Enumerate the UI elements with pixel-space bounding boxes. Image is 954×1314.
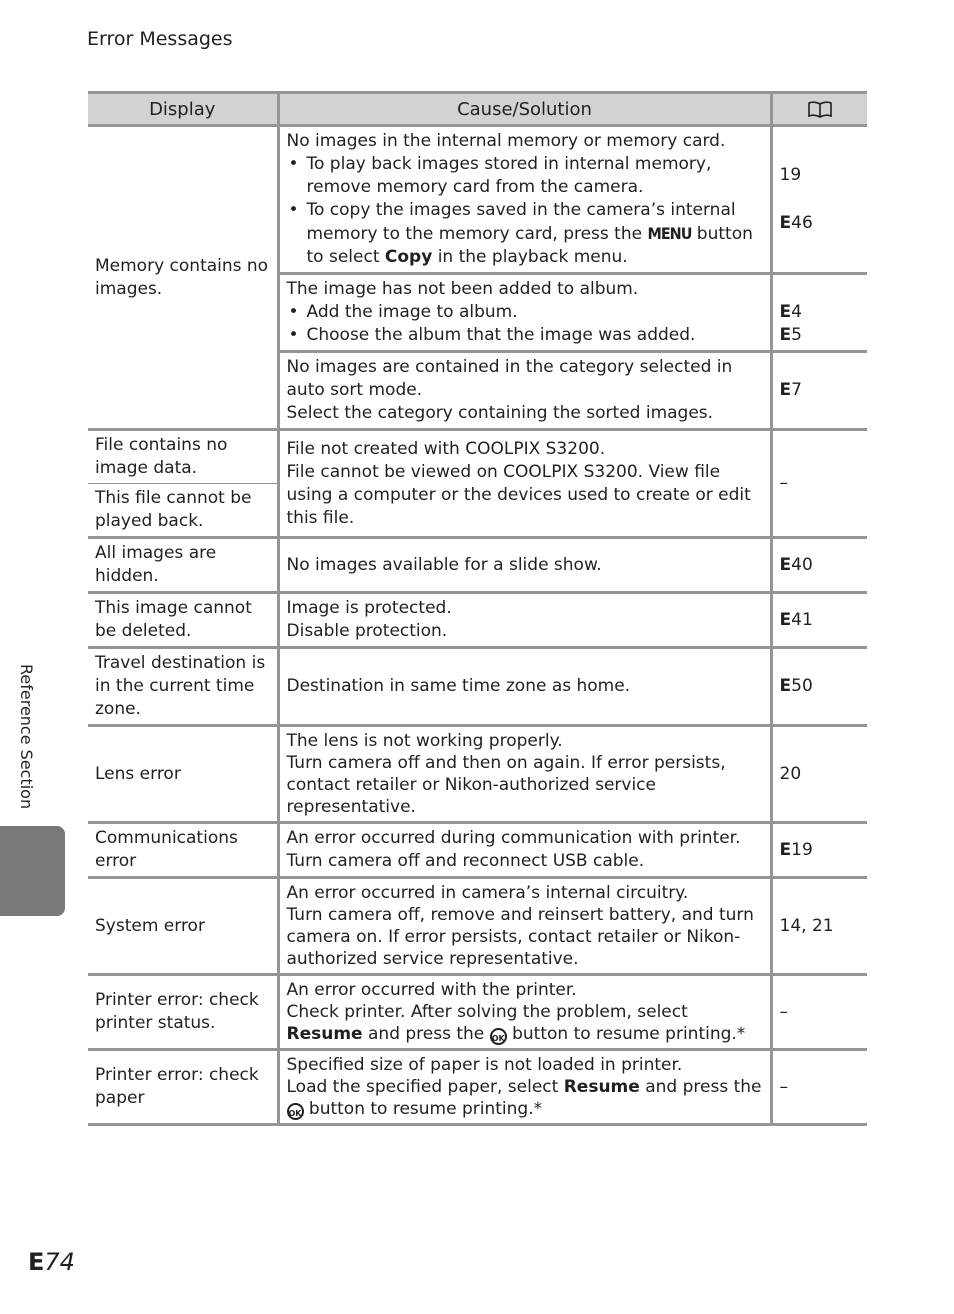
reference-cell: – (771, 1050, 867, 1125)
display-cell: This image cannot be deleted. (88, 593, 278, 648)
cause-text-part: Load the specified paper, select (286, 1077, 559, 1097)
cause-text-part: Check printer. After solving the problem, select (286, 1002, 688, 1022)
table-row (88, 726, 867, 823)
cause-text: Turn camera off and reconnect USB cable. (286, 851, 645, 871)
reference-e-icon: E (779, 676, 789, 696)
reference-cell (771, 352, 867, 430)
reference-cell: 14, 21 (771, 878, 867, 975)
display-cell: System error (88, 878, 278, 975)
cause-cell (278, 1050, 771, 1125)
cause-text: No images in the internal memory or memory card. (286, 131, 726, 151)
error-messages-table (88, 91, 867, 1126)
table-row (88, 126, 867, 274)
cause-cell (278, 430, 771, 538)
reference-e-icon: E (779, 213, 789, 233)
table-header-row (88, 93, 867, 126)
cause-text: The image has not been added to album. (286, 279, 639, 299)
page-ref-number: 4 (791, 302, 802, 322)
cause-text (287, 1076, 763, 1120)
table-row (88, 878, 867, 975)
cause-text: Disable protection. (286, 621, 448, 641)
reference-cell (771, 274, 867, 352)
cause-text-part: and press the (368, 1024, 485, 1044)
page-ref: 19 (779, 165, 802, 185)
cause-cell: No images available for a slide show. (278, 538, 771, 593)
cause-cell (278, 126, 771, 274)
display-cell: Travel destination is in the current time zone. (88, 648, 278, 726)
reference-e-icon: E (779, 302, 789, 322)
ok-button-icon: OK (287, 1103, 304, 1120)
column-header-cause: Cause/Solution (278, 93, 771, 126)
bullet-text: To copy the images saved in the camera’s internal memory to the memory card, press the (306, 200, 736, 244)
cause-cell (278, 352, 771, 430)
table-row (88, 975, 867, 1050)
copy-menu-label: Copy (384, 247, 433, 267)
section-side-label: Reference Section (17, 664, 36, 810)
resume-label: Resume (286, 1024, 363, 1044)
cause-text: An error occurred with the printer. (286, 980, 577, 1000)
bullet-item: • Add the image to album. (287, 301, 763, 324)
cause-text: Turn camera off, remove and reinsert battery, and turn camera on. If error persists, contact retailer or Nikon-authorized service representative. (286, 905, 754, 969)
cause-text: The lens is not working properly. (286, 731, 563, 751)
cause-cell (278, 823, 771, 878)
page-ref-number: 5 (791, 325, 802, 345)
page-section-title: Error Messages (87, 28, 233, 50)
table-row (88, 823, 867, 878)
cause-text-part: button to resume printing.* (512, 1024, 746, 1044)
reference-cell: – (771, 975, 867, 1050)
resume-label: Resume (563, 1077, 640, 1097)
reference-cell (771, 593, 867, 648)
cause-text: An error occurred in camera’s internal circuitry. (286, 883, 689, 903)
cause-text: Turn camera off and then on again. If error persists, contact retailer or Nikon-authorized service representative. (286, 753, 726, 817)
display-cell: Communications error (88, 823, 278, 878)
page-ref (780, 324, 861, 347)
reference-cell (771, 823, 867, 878)
display-cell: Memory contains no images. (88, 126, 278, 430)
display-cell: This file cannot be played back. (88, 484, 278, 538)
cause-cell (278, 726, 771, 823)
table-row (88, 593, 867, 648)
cause-cell (278, 274, 771, 352)
column-header-reference (771, 93, 867, 126)
display-cell: All images are hidden. (88, 538, 278, 593)
cause-cell (278, 593, 771, 648)
book-icon (807, 101, 833, 118)
reference-e-icon: E (28, 1248, 41, 1276)
cause-text: Image is protected. (286, 598, 452, 618)
cause-cell (278, 878, 771, 975)
cause-text: An error occurred during communication with printer. (286, 828, 741, 848)
reference-e-icon: E (779, 554, 789, 575)
reference-cell: – (771, 430, 867, 538)
table-row (88, 430, 867, 484)
page-number (28, 1248, 75, 1276)
reference-cell (771, 126, 867, 274)
table-row (88, 648, 867, 726)
display-cell: Lens error (88, 726, 278, 823)
cause-text-part: and press the (645, 1077, 762, 1097)
page-ref-number: 7 (791, 380, 802, 400)
page-ref-number: 19 (791, 839, 813, 860)
page-ref (780, 212, 861, 235)
cause-text-part: button to resume printing.* (308, 1099, 543, 1119)
reference-cell (771, 538, 867, 593)
cause-text: Select the category containing the sorted images. (286, 403, 714, 423)
page-ref (780, 301, 861, 324)
bullet-text: button to select (306, 224, 753, 267)
cause-cell: Destination in same time zone as home. (278, 648, 771, 726)
cause-text: No images are contained in the category selected in auto sort mode. (286, 357, 733, 400)
cause-text (287, 1001, 763, 1045)
reference-e-icon: E (779, 325, 789, 345)
page-ref-number: 50 (791, 676, 813, 696)
bullet-item (287, 199, 763, 269)
cause-text: Specified size of paper is not loaded in printer. (286, 1055, 683, 1075)
reference-e-icon: E (779, 609, 789, 630)
section-side-tab (0, 826, 65, 916)
cause-text: File cannot be viewed on COOLPIX S3200. View file using a computer or the devices used to create or edit this file. (286, 461, 751, 528)
menu-button-icon: MENU (647, 224, 692, 243)
ok-button-icon: OK (490, 1028, 507, 1045)
reference-e-icon: E (779, 380, 789, 400)
cause-text: File not created with COOLPIX S3200. (286, 438, 606, 459)
reference-cell (771, 648, 867, 726)
page-ref-number: 40 (791, 554, 813, 575)
reference-e-icon: E (779, 839, 789, 860)
column-header-display: Display (88, 93, 278, 126)
bullet-text: in the playback menu. (437, 247, 628, 267)
bullet-item: • To play back images stored in internal memory, remove memory card from the camera. (287, 153, 763, 199)
bullet-item: • Choose the album that the image was added. (287, 324, 763, 347)
page-number-value: 74 (44, 1248, 75, 1276)
display-cell: Printer error: check printer status. (88, 975, 278, 1050)
display-cell: File contains no image data. (88, 430, 278, 484)
display-cell: Printer error: check paper (88, 1050, 278, 1125)
table-row (88, 1050, 867, 1125)
page-ref-number: 46 (791, 213, 813, 233)
table-row (88, 538, 867, 593)
reference-cell: 20 (771, 726, 867, 823)
cause-cell (278, 975, 771, 1050)
page-ref-number: 41 (791, 609, 813, 630)
